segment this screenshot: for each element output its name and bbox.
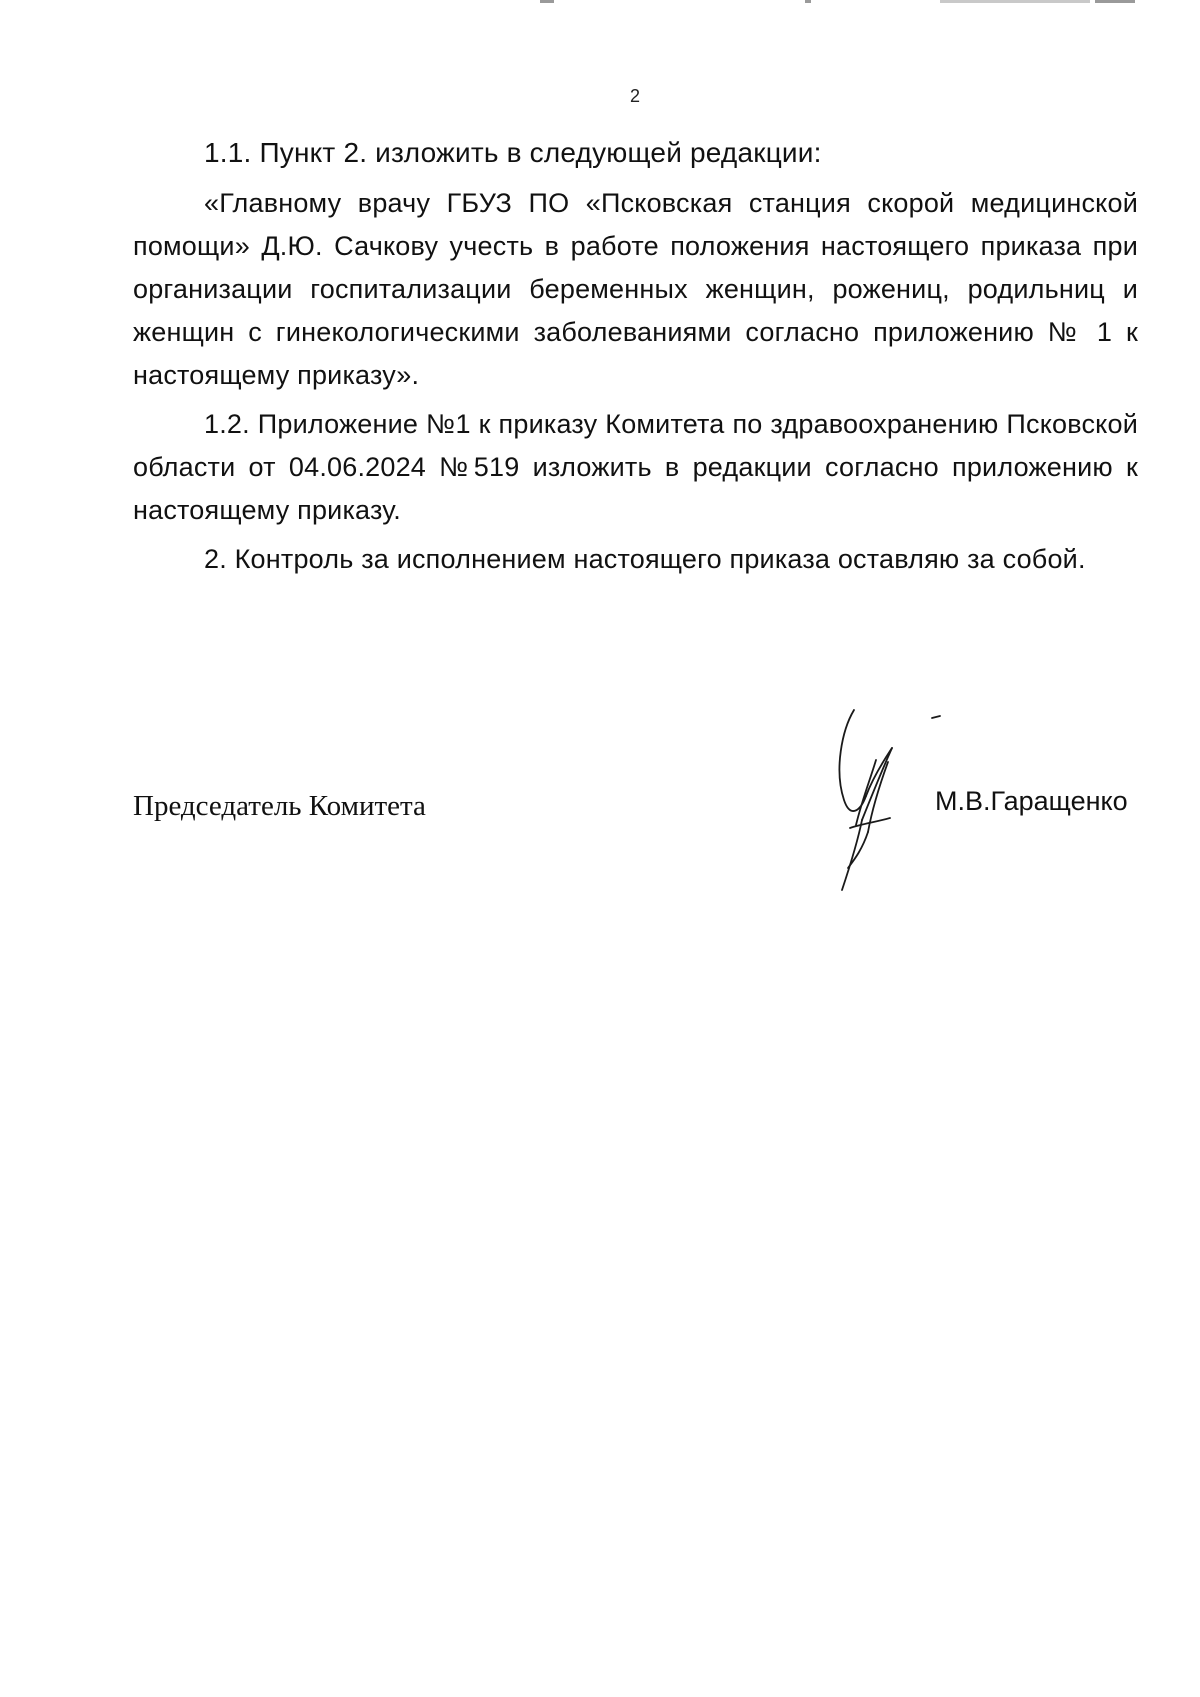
scan-edge-artifact [0, 0, 1200, 6]
paragraph-2: 2. Контроль за исполнением настоящего приказа оставляю за собой. [204, 544, 1086, 574]
signatory-name: М.В.Гаращенко [935, 786, 1128, 816]
document-body [133, 131, 1138, 587]
paragraph-1-1: 1.1. Пункт 2. изложить в следующей редакции: [204, 137, 822, 168]
handwritten-signature [832, 700, 952, 900]
page-number: 2 [629, 86, 640, 106]
signature-block [133, 786, 1138, 840]
signatory-title: Председатель Комитета [133, 790, 426, 822]
paragraph-1-2: 1.2. Приложение №1 к приказу Комитета по здравоохранению Псковской области от 04.06.2024 №519 изложить в редакции согласно приложению к настоящему приказу. [133, 409, 1138, 525]
paragraph-quote: «Главному врачу ГБУЗ ПО «Псковская станция скорой медицинской помощи» Д.Ю. Сачкову учесть в работе положения настоящего приказа при организации госпитализации беременных женщин, рожениц, родильниц и женщин с гинекологическими заболеваниями согласно приложению № 1 к настоящему приказу». [133, 188, 1138, 390]
